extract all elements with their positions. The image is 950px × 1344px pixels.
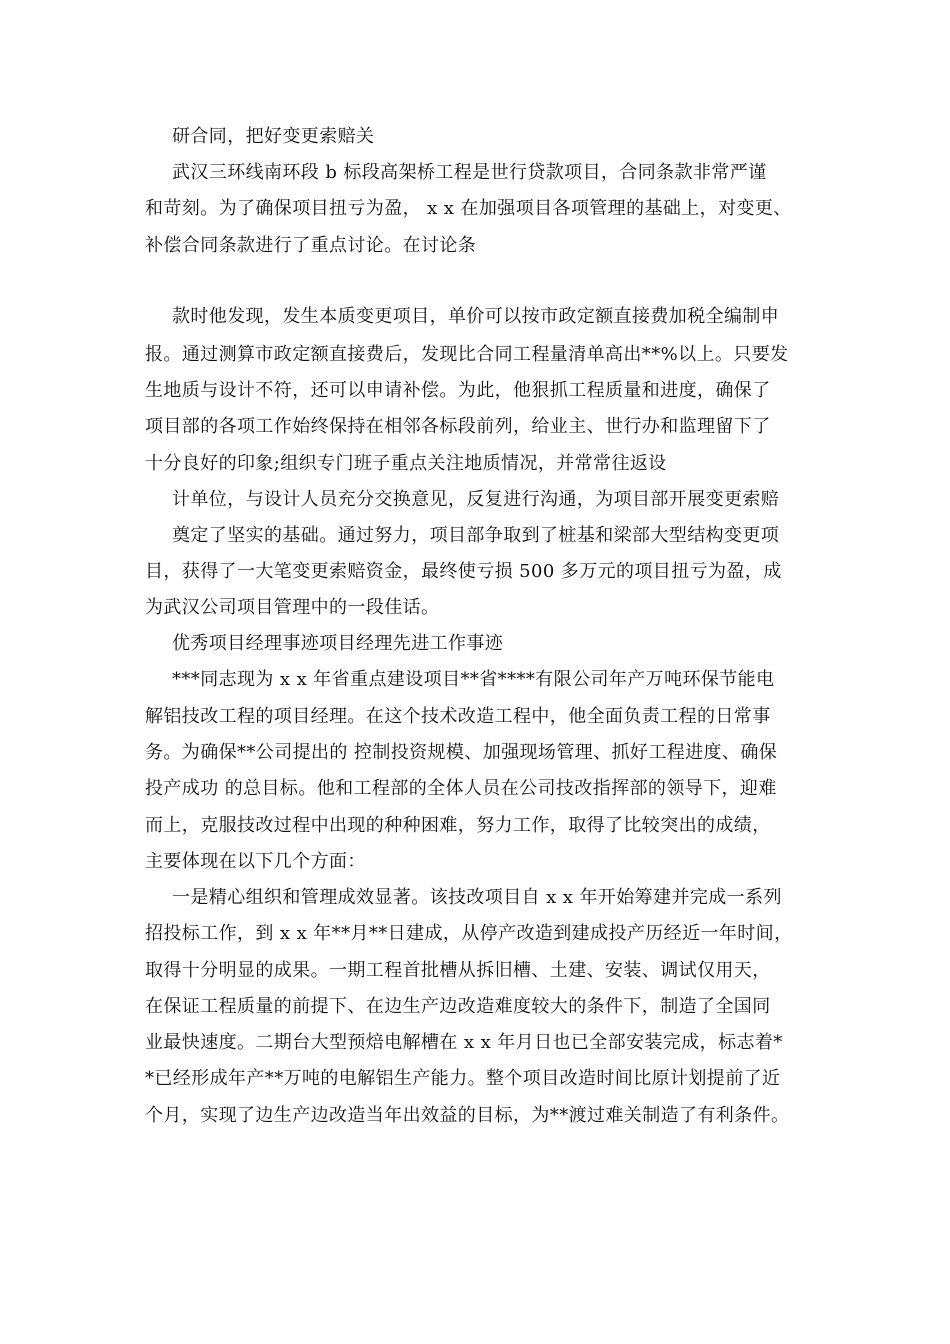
- paragraph-line: 取得十分明显的成果。一期工程首批槽从拆旧槽、土建、安装、调试仅用天，: [145, 960, 771, 981]
- paragraph-line: 解铝技改工程的项目经理。在这个技术改造工程中，他全面负责工程的日常事: [145, 706, 771, 727]
- paragraph-line: 研合同，把好变更索赔关: [172, 126, 375, 147]
- paragraph-line: 奠定了坚实的基础。通过努力，项目部争取到了桩基和梁部大型结构变更项: [172, 525, 780, 546]
- paragraph-line: 业最快速度。二期台大型预焙电解槽在 x x 年月日也已全部安装完成，标志着*: [145, 1032, 783, 1053]
- paragraph-line: *已经形成年产**万吨的电解铝生产能力。整个项目改造时间比原计划提前了近: [145, 1068, 781, 1089]
- paragraph-line: 主要体现在以下几个方面：: [145, 851, 366, 872]
- paragraph-line: 在保证工程质量的前提下、在边生产边改造难度较大的条件下，制造了全国同: [145, 996, 771, 1017]
- paragraph-line: 武汉三环线南环段 b 标段高架桥工程是世行贷款项目，合同条款非常严谨: [172, 162, 767, 183]
- paragraph-line: 款时他发现，发生本质变更项目，单价可以按市政定额直接费加税全编制申: [172, 306, 780, 327]
- paragraph-line: 为武汉公司项目管理中的一段佳话。: [145, 597, 440, 618]
- paragraph-line: 报。通过测算市政定额直接费后，发现比合同工程量清单高出**%以上。只要发: [145, 344, 789, 365]
- paragraph-line: 项目部的各项工作始终保持在相邻各标段前列，给业主、世行办和监理留下了: [145, 416, 771, 437]
- paragraph-line: 生地质与设计不符，还可以申请补偿。为此，他狠抓工程质量和进度，确保了: [145, 380, 771, 401]
- section-heading: 优秀项目经理事迹项目经理先进工作事迹: [172, 633, 504, 654]
- paragraph-line: 而上，克服技改过程中出现的种种困难，努力工作，取得了比较突出的成绩，: [145, 815, 771, 836]
- paragraph-line: 计单位，与设计人员充分交换意见，反复进行沟通，为项目部开展变更索赔: [172, 489, 780, 510]
- paragraph-line: 补偿合同条款进行了重点讨论。在讨论条: [145, 235, 477, 256]
- paragraph-line: 和苛刻。为了确保项目扭亏为盈， x x 在加强项目各项管理的基础上，对变更、: [145, 198, 792, 219]
- paragraph-line: 个月，实现了边生产边改造当年出效益的目标，为**渡过难关制造了有利条件。: [145, 1105, 790, 1126]
- paragraph-line: 十分良好的印象;组织专门班子重点关注地质情况，并常常往返设: [145, 453, 667, 474]
- paragraph-line: 招投标工作，到 x x 年**月**日建成，从停产改造到建成投产历经近一年时间，: [145, 923, 793, 944]
- paragraph-line: 目，获得了一大笔变更索赔资金，最终使亏损 500 多万元的项目扭亏为盈，成: [145, 561, 782, 582]
- paragraph-line: 一是精心组织和管理成效显著。该技改项目自 x x 年开始筹建并完成一系列: [172, 887, 782, 908]
- paragraph-line: 务。为确保**公司提出的 控制投资规模、加强现场管理、抓好工程进度、确保: [145, 742, 778, 763]
- paragraph-line: ***同志现为 x x 年省重点建设项目**省****有限公司年产万吨环保节能电: [172, 669, 775, 690]
- paragraph-line: 投产成功 的总目标。他和工程部的全体人员在公司技改指挥部的领导下，迎难: [145, 778, 777, 799]
